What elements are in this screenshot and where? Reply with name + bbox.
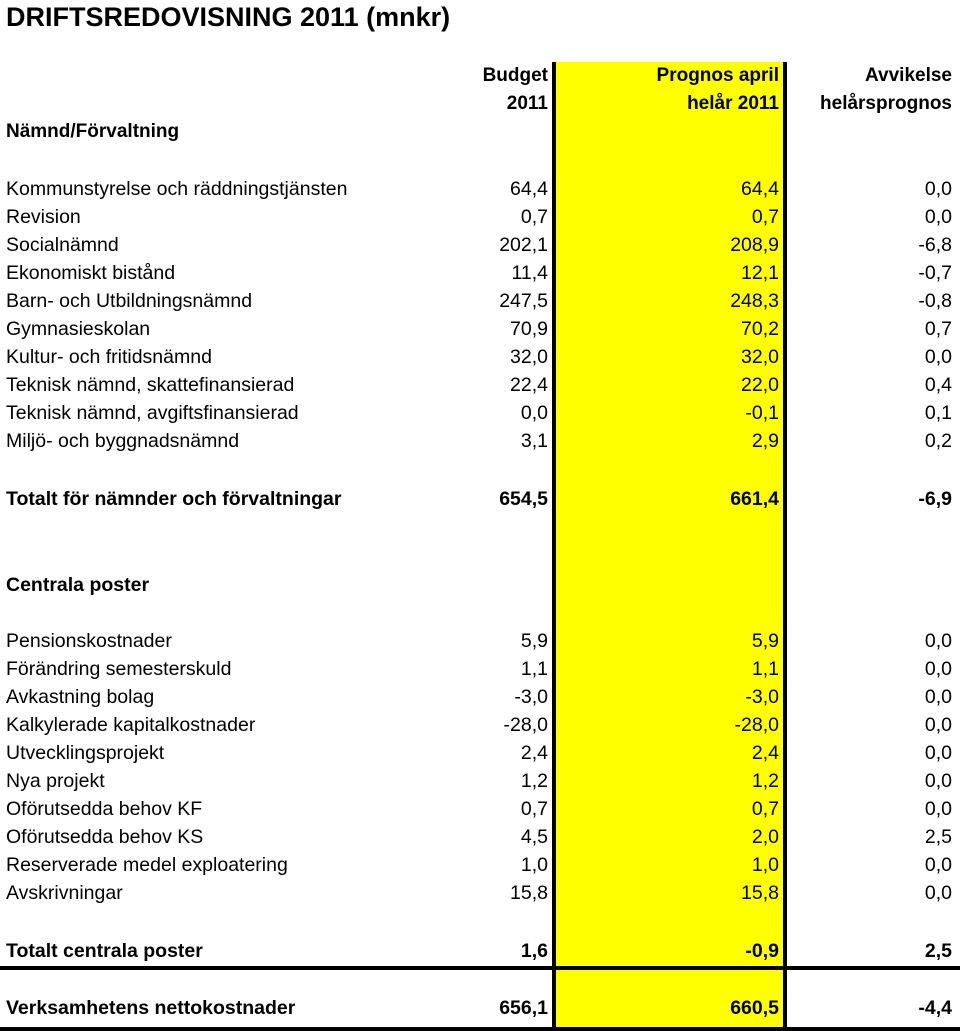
avvikelse-cell: 0,7 xyxy=(924,318,952,340)
row-label: Totalt centrala poster xyxy=(6,940,203,962)
budget-cell: 247,5 xyxy=(499,290,548,312)
prognos-cell: -0,1 xyxy=(745,402,779,424)
budget-cell: 202,1 xyxy=(499,234,548,256)
avvikelse-cell: -6,9 xyxy=(918,488,952,510)
avvikelse-cell: 0,4 xyxy=(924,374,952,396)
row-label: Oförutsedda behov KF xyxy=(6,798,203,820)
avvikelse-cell: 0,0 xyxy=(924,714,952,736)
row-label: Miljö- och byggnadsnämnd xyxy=(6,430,240,452)
prognos-cell: 1,2 xyxy=(751,770,779,792)
row-label: Teknisk nämnd, skattefinansierad xyxy=(6,374,295,396)
budget-cell: 70,9 xyxy=(510,318,548,340)
header-prognos xyxy=(560,62,779,118)
budget-cell: 1,2 xyxy=(520,770,548,792)
prognos-cell: 661,4 xyxy=(730,488,779,510)
header-namnd: Nämnd/Förvaltning xyxy=(6,121,180,142)
row-label: Utvecklingsprojekt xyxy=(6,742,165,764)
prognos-cell: 5,9 xyxy=(751,630,779,652)
avvikelse-cell: 0,2 xyxy=(924,430,952,452)
header-prognos-line1: Prognos april xyxy=(656,65,779,86)
avvikelse-cell: 0,0 xyxy=(924,346,952,368)
prognos-cell: 70,2 xyxy=(741,318,779,340)
budget-cell: 5,9 xyxy=(520,630,548,652)
row-label: Förändring semesterskuld xyxy=(6,658,232,680)
row-label: Gymnasieskolan xyxy=(6,318,151,340)
row-label: Kultur- och fritidsnämnd xyxy=(6,346,212,368)
budget-cell: 0,0 xyxy=(520,402,548,424)
row-label: Avskrivningar xyxy=(6,882,123,904)
column-divider xyxy=(552,62,556,1031)
row-label: Oförutsedda behov KS xyxy=(6,826,204,848)
prognos-cell: -3,0 xyxy=(745,686,779,708)
budget-cell: 22,4 xyxy=(510,374,548,396)
header-prognos-line2: helår 2011 xyxy=(687,93,779,114)
row-label: Reserverade medel exploatering xyxy=(6,854,288,876)
avvikelse-cell: 0,0 xyxy=(924,178,952,200)
avvikelse-cell: 2,5 xyxy=(924,826,952,848)
budget-cell: 0,7 xyxy=(520,206,548,228)
budget-cell: -3,0 xyxy=(514,686,548,708)
avvikelse-cell: 0,0 xyxy=(924,742,952,764)
header-avvikelse xyxy=(788,62,952,118)
header-avvikelse-line2: helårsprognos xyxy=(820,93,952,114)
prognos-cell: 22,0 xyxy=(741,374,779,396)
prognos-cell: 15,8 xyxy=(741,882,779,904)
row-label: Barn- och Utbildningsnämnd xyxy=(6,290,253,312)
budget-cell: 15,8 xyxy=(510,882,548,904)
row-separator xyxy=(0,966,960,970)
budget-cell: -28,0 xyxy=(503,714,548,736)
avvikelse-cell: 0,0 xyxy=(924,854,952,876)
row-label: Nya projekt xyxy=(6,770,105,792)
avvikelse-cell: 0,0 xyxy=(924,686,952,708)
page-title: DRIFTSREDOVISNING 2011 (mnkr) xyxy=(6,2,451,32)
prognos-cell: 248,3 xyxy=(730,290,779,312)
budget-cell: 2,4 xyxy=(520,742,548,764)
row-label: Pensionskostnader xyxy=(6,630,172,652)
row-label: Teknisk nämnd, avgiftsfinansierad xyxy=(6,402,299,424)
avvikelse-cell: 0,1 xyxy=(924,402,952,424)
header-budget xyxy=(430,62,548,118)
avvikelse-cell: 0,0 xyxy=(924,798,952,820)
prognos-cell: 32,0 xyxy=(741,346,779,368)
budget-cell: 1,6 xyxy=(520,940,548,962)
budget-cell: 3,1 xyxy=(520,430,548,452)
avvikelse-cell: 0,0 xyxy=(924,658,952,680)
row-label: Socialnämnd xyxy=(6,234,119,256)
row-label: Centrala poster xyxy=(6,574,150,596)
column-divider xyxy=(783,62,787,1031)
avvikelse-cell: -6,8 xyxy=(918,234,952,256)
row-label: Kalkylerade kapitalkostnader xyxy=(6,714,256,736)
prognos-cell: 660,5 xyxy=(730,997,779,1019)
prognos-cell: 0,7 xyxy=(751,206,779,228)
avvikelse-cell: -0,8 xyxy=(918,290,952,312)
budget-cell: 0,7 xyxy=(520,798,548,820)
avvikelse-cell: 0,0 xyxy=(924,206,952,228)
prognos-cell: 2,9 xyxy=(751,430,779,452)
prognos-cell: 208,9 xyxy=(730,234,779,256)
prognos-cell: 1,0 xyxy=(751,854,779,876)
row-label: Revision xyxy=(6,206,81,228)
avvikelse-cell: 2,5 xyxy=(924,940,952,962)
budget-cell: 1,1 xyxy=(520,658,548,680)
prognos-cell: 2,4 xyxy=(751,742,779,764)
row-label: Verksamhetens nettokostnader xyxy=(6,997,296,1019)
prognos-cell: -0,9 xyxy=(745,940,779,962)
budget-cell: 32,0 xyxy=(510,346,548,368)
budget-cell: 4,5 xyxy=(520,826,548,848)
header-budget-line2: 2011 xyxy=(506,93,548,114)
budget-cell: 656,1 xyxy=(499,997,548,1019)
prognos-cell: 0,7 xyxy=(751,798,779,820)
budget-cell: 1,0 xyxy=(520,854,548,876)
row-label: Ekonomiskt bistånd xyxy=(6,262,176,284)
budget-cell: 11,4 xyxy=(511,262,548,284)
avvikelse-cell: 0,0 xyxy=(924,882,952,904)
prognos-cell: 1,1 xyxy=(751,658,779,680)
prognos-cell: -28,0 xyxy=(734,714,779,736)
avvikelse-cell: 0,0 xyxy=(924,770,952,792)
row-label: Totalt för nämnder och förvaltningar xyxy=(6,488,342,510)
avvikelse-cell: 0,0 xyxy=(924,630,952,652)
header-avvikelse-line1: Avvikelse xyxy=(865,65,952,86)
budget-cell: 64,4 xyxy=(510,178,548,200)
avvikelse-cell: -0,7 xyxy=(918,262,952,284)
header-budget-line1: Budget xyxy=(482,65,548,86)
row-label: Avkastning bolag xyxy=(6,686,155,708)
prognos-cell: 64,4 xyxy=(741,178,779,200)
row-separator xyxy=(0,1027,960,1031)
prognos-cell: 12,1 xyxy=(741,262,779,284)
budget-cell: 654,5 xyxy=(499,488,548,510)
row-label: Kommunstyrelse och räddningstjänsten xyxy=(6,178,348,200)
avvikelse-cell: -4,4 xyxy=(918,997,952,1019)
prognos-cell: 2,0 xyxy=(751,826,779,848)
